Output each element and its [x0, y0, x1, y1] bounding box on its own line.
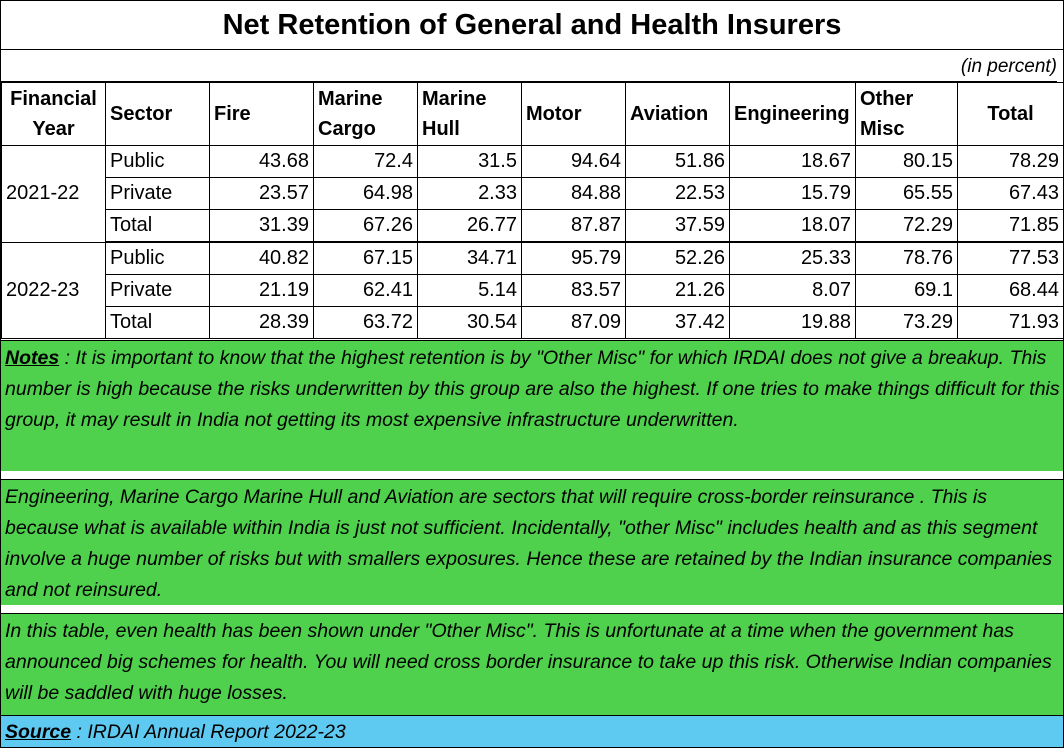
note-3-text: In this table, even health has been shown under "Other Misc". This is unfortunate at a time when the government has announced big schemes for health. You will need cross border insurance to take up this risk. Otherwise Indian companies will be saddled with huge losses. [5, 620, 1052, 704]
sector-cell: Private [106, 275, 210, 307]
value-cell: 68.44 [958, 275, 1064, 307]
value-cell: 67.15 [314, 242, 418, 275]
sector-cell: Private [106, 178, 210, 210]
value-cell: 15.79 [730, 178, 856, 210]
value-cell: 31.5 [418, 146, 522, 178]
header-other-misc: Other Misc [856, 83, 958, 146]
value-cell: 37.59 [626, 210, 730, 243]
notes-label: Notes [5, 347, 60, 369]
value-cell: 78.29 [958, 146, 1064, 178]
value-cell: 43.68 [210, 146, 314, 178]
header-engineering: Engineering [730, 83, 856, 146]
sector-cell: Total [106, 307, 210, 339]
source-line [1, 715, 1063, 747]
retention-table [1, 82, 1064, 339]
value-cell: 73.29 [856, 307, 958, 339]
header-marine-hull: Marine Hull [418, 83, 522, 146]
value-cell: 87.87 [522, 210, 626, 243]
value-cell: 23.57 [210, 178, 314, 210]
value-cell: 67.43 [958, 178, 1064, 210]
table-row [2, 210, 1064, 243]
value-cell: 19.88 [730, 307, 856, 339]
value-cell: 21.19 [210, 275, 314, 307]
value-cell: 52.26 [626, 242, 730, 275]
note-block-3 [1, 613, 1063, 715]
value-cell: 21.26 [626, 275, 730, 307]
value-cell: 25.33 [730, 242, 856, 275]
table-row [2, 275, 1064, 307]
value-cell: 65.55 [856, 178, 958, 210]
value-cell: 5.14 [418, 275, 522, 307]
value-cell: 22.53 [626, 178, 730, 210]
value-cell: 8.07 [730, 275, 856, 307]
header-year: Financial Year [2, 83, 106, 146]
value-cell: 2.33 [418, 178, 522, 210]
value-cell: 94.64 [522, 146, 626, 178]
table-row [2, 146, 1064, 178]
table-row [2, 307, 1064, 339]
header-sector: Sector [106, 83, 210, 146]
sector-cell: Total [106, 210, 210, 243]
note-block-2 [1, 479, 1063, 605]
value-cell: 26.77 [418, 210, 522, 243]
value-cell: 95.79 [522, 242, 626, 275]
value-cell: 72.29 [856, 210, 958, 243]
header-fire: Fire [210, 83, 314, 146]
header-total: Total [958, 83, 1064, 146]
value-cell: 77.53 [958, 242, 1064, 275]
value-cell: 51.86 [626, 146, 730, 178]
value-cell: 71.85 [958, 210, 1064, 243]
value-cell: 37.42 [626, 307, 730, 339]
header-marine-cargo: Marine Cargo [314, 83, 418, 146]
sector-cell: Public [106, 146, 210, 178]
value-cell: 67.26 [314, 210, 418, 243]
note-1-text: : It is important to know that the highest retention is by "Other Misc" for which IRDAI does not give a breakup. This number is high because the risks underwritten by this group are also the highest. If one tries to make things difficult for this group, it may result in India not getting its most expensive infrastructure underwritten. [5, 347, 1060, 431]
header-aviation: Aviation [626, 83, 730, 146]
value-cell: 69.1 [856, 275, 958, 307]
sector-cell: Public [106, 242, 210, 275]
value-cell: 31.39 [210, 210, 314, 243]
year-cell: 2022-23 [2, 242, 106, 339]
table-row [2, 178, 1064, 210]
value-cell: 71.93 [958, 307, 1064, 339]
value-cell: 64.98 [314, 178, 418, 210]
table-row [2, 242, 1064, 275]
source-text: : IRDAI Annual Report 2022-23 [71, 721, 346, 743]
table-header-row [2, 83, 1064, 146]
value-cell: 40.82 [210, 242, 314, 275]
value-cell: 72.4 [314, 146, 418, 178]
value-cell: 62.41 [314, 275, 418, 307]
header-motor: Motor [522, 83, 626, 146]
value-cell: 30.54 [418, 307, 522, 339]
unit-note: (in percent) [1, 50, 1057, 82]
value-cell: 84.88 [522, 178, 626, 210]
value-cell: 28.39 [210, 307, 314, 339]
value-cell: 34.71 [418, 242, 522, 275]
value-cell: 80.15 [856, 146, 958, 178]
source-label: Source [5, 721, 72, 743]
page-title: Net Retention of General and Health Insurers [1, 1, 1063, 50]
value-cell: 18.07 [730, 210, 856, 243]
value-cell: 87.09 [522, 307, 626, 339]
value-cell: 78.76 [856, 242, 958, 275]
value-cell: 83.57 [522, 275, 626, 307]
note-2-text: Engineering, Marine Cargo Marine Hull and Aviation are sectors that will require cross-border reinsurance . This is because what is available within India is just not sufficient. Incidentally, "other Misc" includes health and as this segment involve a huge number of risks but with smallers exposures. Hence these are retained by the Indian insurance companies and not reinsured. [5, 486, 1053, 601]
value-cell: 18.67 [730, 146, 856, 178]
note-block-1 [1, 340, 1063, 471]
value-cell: 63.72 [314, 307, 418, 339]
year-cell: 2021-22 [2, 146, 106, 243]
